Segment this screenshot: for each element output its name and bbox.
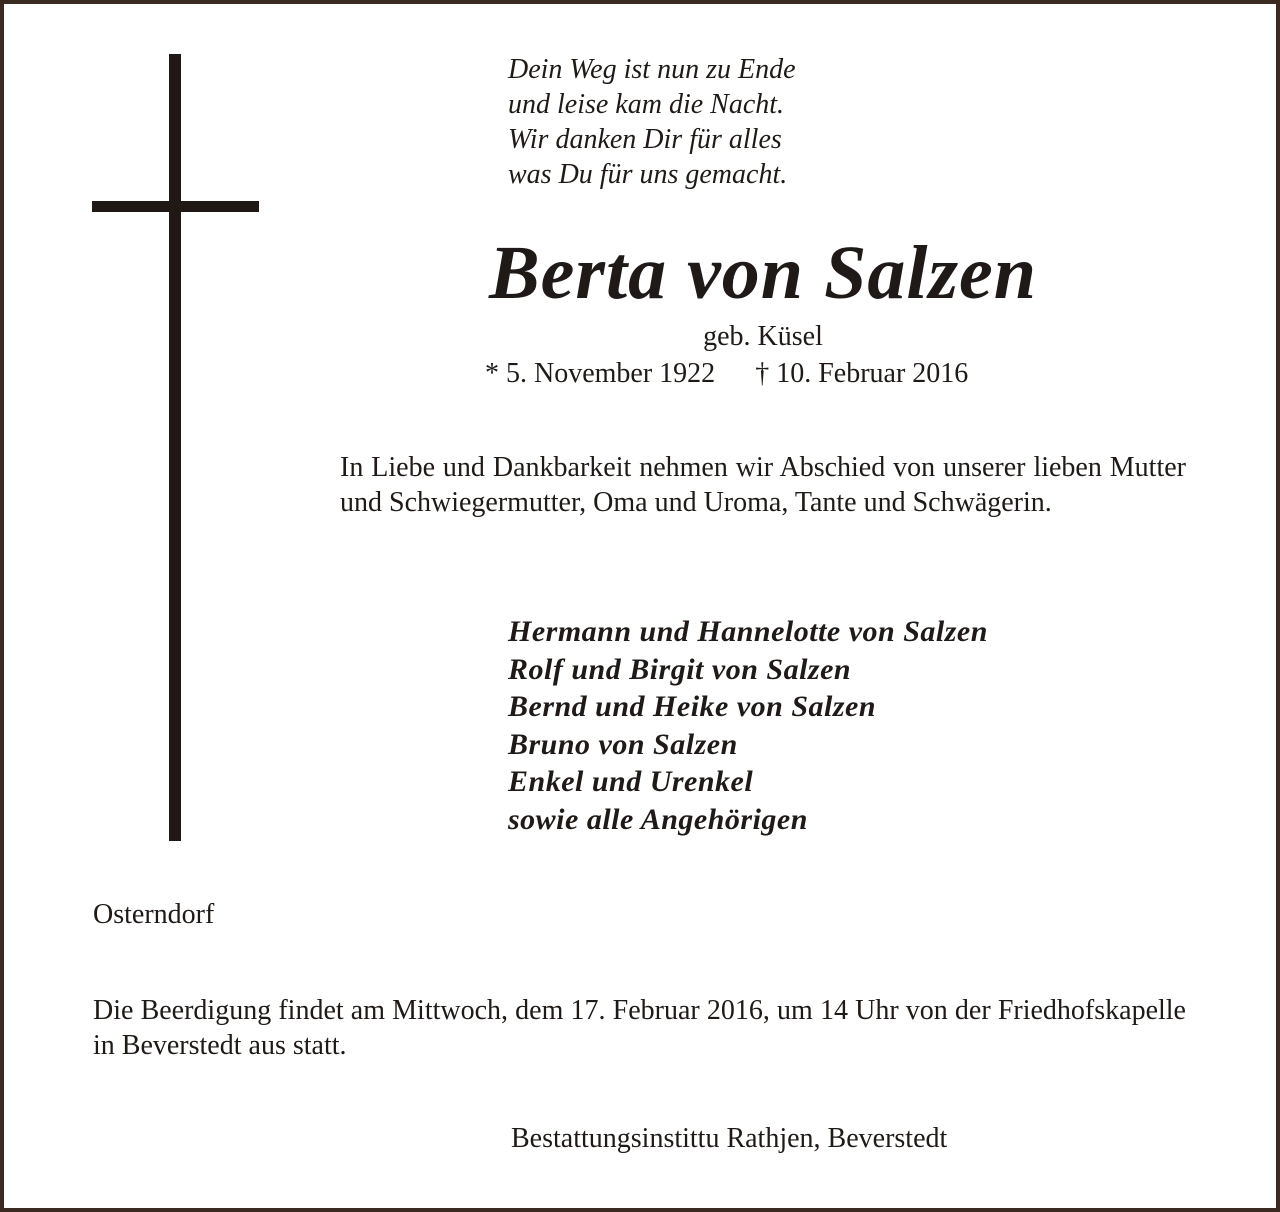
undertaker-credit: Bestattungsinstittu Rathjen, Beverstedt bbox=[511, 1123, 948, 1154]
funeral-notice: Die Beerdigung findet am Mittwoch, dem 17. Februar 2016, um 14 Uhr von der Friedhofskapelle in Beverstedt aus statt. bbox=[93, 995, 1186, 1061]
memorial-verse bbox=[508, 52, 1028, 192]
place-name: Osterndorf bbox=[93, 899, 215, 930]
birth-date: * 5. November 1922 bbox=[485, 358, 716, 389]
farewell-message: In Liebe und Dankbarkeit nehmen wir Abschied von unserer lieben Mutter und Schwiegermutter, Oma und Uroma, Tante und Schwägerin. bbox=[340, 452, 1186, 518]
mourner: sowie alle Angehörigen bbox=[508, 802, 808, 836]
mourner: Bernd und Heike von Salzen bbox=[508, 690, 877, 724]
mourner: Enkel und Urenkel bbox=[508, 765, 754, 799]
maiden-name: geb. Küsel bbox=[703, 321, 823, 352]
mourners-list bbox=[508, 613, 1158, 839]
verse-line: und leise kam die Nacht. bbox=[508, 89, 785, 120]
life-dates bbox=[485, 356, 1085, 392]
verse-line: Dein Weg ist nun zu Ende bbox=[508, 54, 796, 85]
mourner: Rolf und Birgit von Salzen bbox=[508, 652, 852, 686]
mourner: Hermann und Hannelotte von Salzen bbox=[508, 615, 988, 648]
verse-line: Wir danken Dir für alles bbox=[508, 124, 782, 155]
verse-line: was Du für uns gemacht. bbox=[508, 159, 788, 190]
cross-icon bbox=[169, 54, 181, 841]
death-date: † 10. Februar 2016 bbox=[755, 358, 969, 389]
cross-icon-beam bbox=[92, 201, 259, 212]
mourner: Bruno von Salzen bbox=[508, 727, 738, 761]
deceased-name: Berta von Salzen bbox=[488, 231, 1038, 315]
